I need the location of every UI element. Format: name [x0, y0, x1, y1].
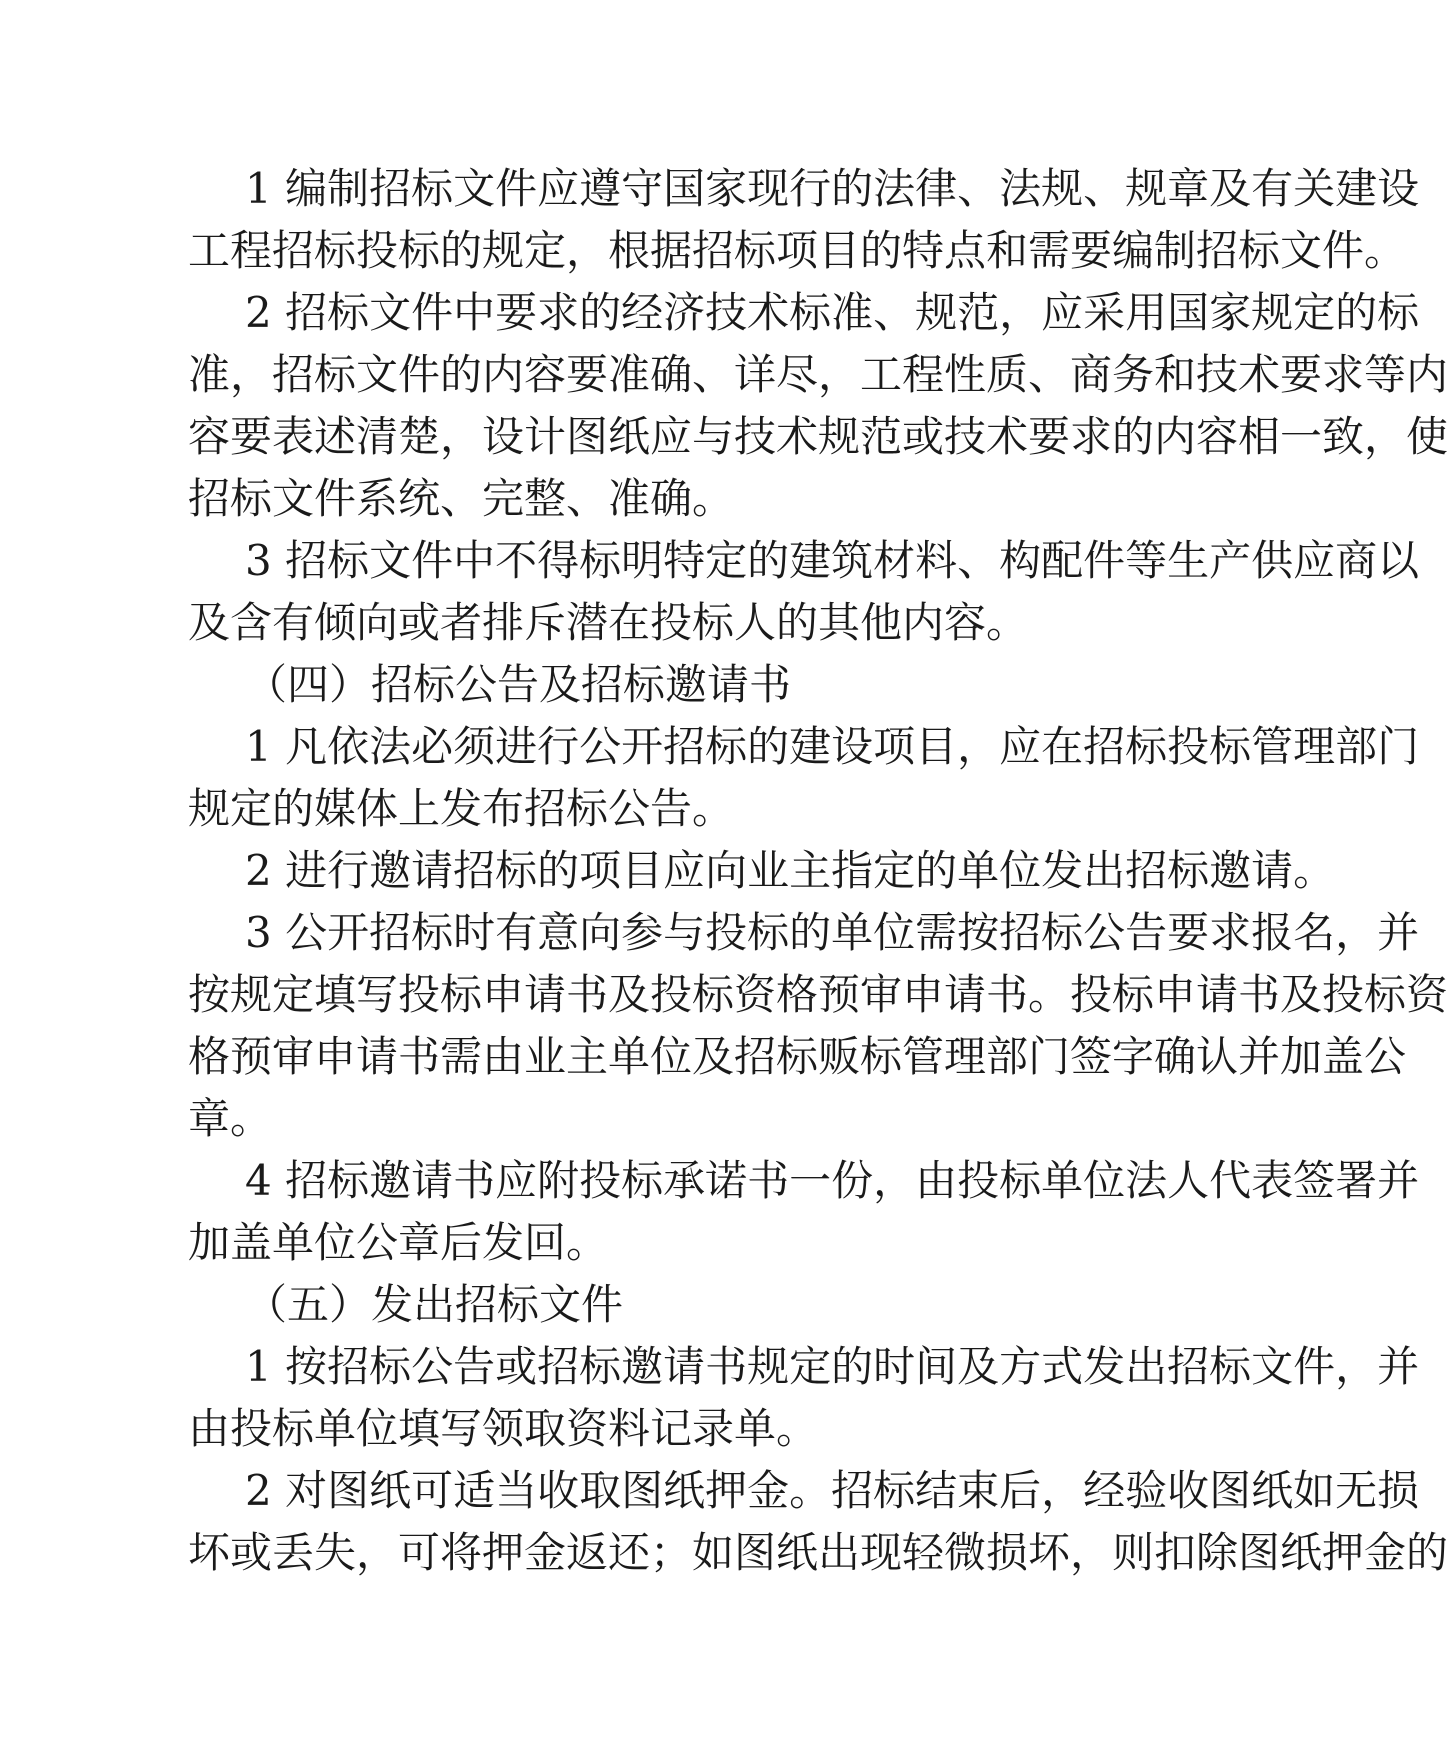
text-line: 按规定填写投标申请书及投标资格预审申请书。投标申请书及投标资	[188, 970, 1448, 1019]
paragraph	[188, 530, 1420, 654]
text-line: 3 公开招标时有意向参与投标的单位需按招标公告要求报名，并	[245, 908, 1420, 957]
text-line: 2 招标文件中要求的经济技术标准、规范，应采用国家规定的标	[245, 288, 1420, 337]
text-line: 1 按招标公告或招标邀请书规定的时间及方式发出招标文件，并	[245, 1342, 1420, 1391]
text-line: 准，招标文件的内容要准确、详尽，工程性质、商务和技术要求等内	[188, 350, 1448, 399]
text-line: 格预审申请书需由业主单位及招标贩标管理部门签字确认并加盖公	[188, 1032, 1407, 1081]
text-line: 4 招标邀请书应附投标承诺书一份，由投标单位法人代表签署并	[245, 1156, 1420, 1205]
text-line: （四）招标公告及招标邀请书	[245, 660, 792, 709]
paragraph	[188, 840, 1336, 902]
section-heading	[188, 654, 1163, 716]
text-line: 工程招标投标的规定，根据招标项目的特点和需要编制招标文件。	[188, 226, 1407, 275]
paragraph	[188, 1460, 1448, 1584]
paragraph	[188, 158, 1420, 282]
text-line: （五）发出招标文件	[245, 1280, 624, 1329]
text-line: 章。	[188, 1094, 273, 1143]
text-line: 容要表述清楚，设计图纸应与技术规范或技术要求的内容相一致，使	[188, 412, 1448, 461]
text-line: 坏或丢失，可将押金返还；如图纸出现轻微损坏，则扣除图纸押金的	[188, 1528, 1448, 1577]
paragraph	[188, 1336, 1420, 1460]
document-body	[188, 158, 1448, 1584]
paragraph	[188, 902, 1448, 1150]
text-line: 1 编制招标文件应遵守国家现行的法律、法规、规章及有关建设	[245, 164, 1420, 213]
text-line: 2 进行邀请招标的项目应向业主指定的单位发出招标邀请。	[245, 846, 1336, 895]
text-line: 2 对图纸可适当收取图纸押金。招标结束后，经验收图纸如无损	[245, 1466, 1420, 1515]
text-line: 由投标单位填写领取资料记录单。	[188, 1404, 819, 1453]
text-line: 3 招标文件中不得标明特定的建筑材料、构配件等生产供应商以	[245, 536, 1420, 585]
paragraph	[188, 716, 1420, 840]
text-line: 1 凡依法必须进行公开招标的建设项目，应在招标投标管理部门	[245, 722, 1420, 771]
paragraph	[188, 1150, 1420, 1274]
text-line: 招标文件系统、完整、准确。	[188, 474, 735, 523]
section-heading	[188, 1274, 1163, 1336]
paragraph	[188, 282, 1448, 530]
text-line: 及含有倾向或者排斥潜在投标人的其他内容。	[188, 598, 1029, 647]
text-line: 加盖单位公章后发回。	[188, 1218, 609, 1267]
text-line: 规定的媒体上发布招标公告。	[188, 784, 735, 833]
